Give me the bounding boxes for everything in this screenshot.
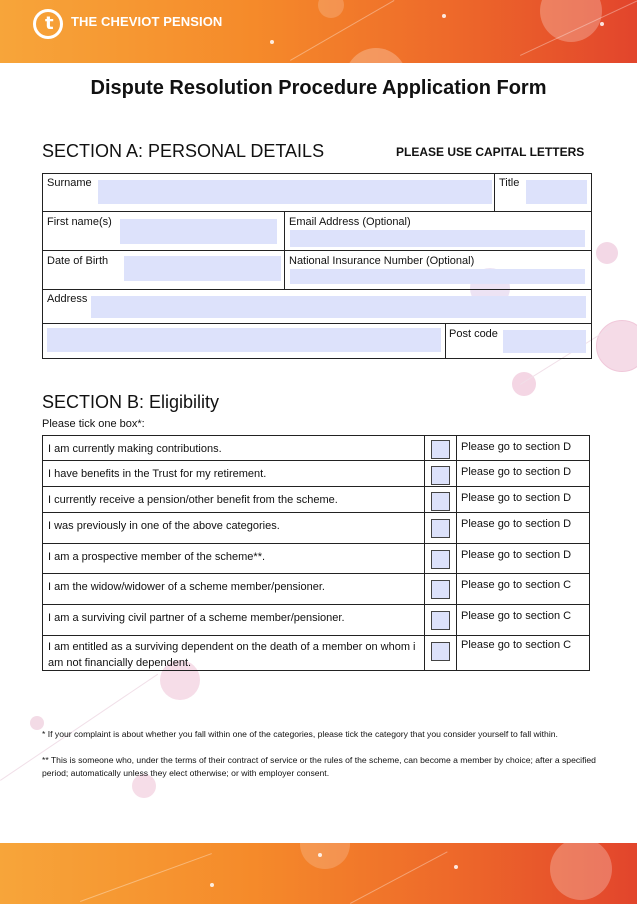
footnote-2: ** This is someone who, under the terms of their contract of service or the rules of the scheme, can become a member by choice; after a specified period; automatically unless they elect otherwise; or with employer consent. <box>42 755 596 778</box>
postcode-label: Post code <box>449 328 498 340</box>
eligibility-row <box>42 543 590 574</box>
goto-section-text: Please go to section D <box>461 466 572 478</box>
postcode-field[interactable] <box>503 330 586 353</box>
footer-banner <box>0 843 637 904</box>
eligibility-text: I was previously in one of the above categories. <box>48 520 280 532</box>
dob-label: Date of Birth <box>47 255 109 267</box>
banner-spark <box>318 853 322 857</box>
ni-number-label: National Insurance Number (Optional) <box>289 255 475 267</box>
eligibility-row <box>42 573 590 605</box>
logo-glyph: t <box>45 13 54 34</box>
banner-bubble <box>345 48 407 63</box>
email-label: Email Address (Optional) <box>289 216 411 228</box>
eligibility-checkbox[interactable] <box>431 492 450 511</box>
cheviot-logo-icon <box>33 9 63 39</box>
eligibility-row <box>42 635 590 671</box>
eligibility-row <box>42 435 590 461</box>
capital-letters-note: PLEASE USE CAPITAL LETTERS <box>396 145 585 159</box>
title-field[interactable] <box>526 180 587 204</box>
banner-bubble <box>300 843 350 869</box>
first-names-field[interactable] <box>120 219 277 244</box>
address-label: Address <box>47 293 88 305</box>
eligibility-checkbox[interactable] <box>431 611 450 630</box>
footnote-1: * If your complaint is about whether you fall within one of the categories, please tick the category that you consider yourself to fall within. <box>42 729 558 739</box>
title-label: Title <box>499 177 520 189</box>
surname-label: Surname <box>47 177 92 189</box>
eligibility-checkbox[interactable] <box>431 466 450 485</box>
eligibility-text: I am entitled as a surviving dependent on the death of a member on whom i am not financially dependent. <box>48 641 416 669</box>
eligibility-checkbox[interactable] <box>431 642 450 661</box>
eligibility-row <box>42 460 590 487</box>
banner-bubble <box>318 0 344 18</box>
goto-section-text: Please go to section C <box>461 610 572 622</box>
first-names-label: First name(s) <box>47 216 112 228</box>
dob-field[interactable] <box>124 256 281 281</box>
banner-bubble <box>550 843 612 900</box>
goto-section-text: Please go to section D <box>461 549 572 561</box>
eligibility-row <box>42 512 590 544</box>
eligibility-text: I am a surviving civil partner of a scheme member/pensioner. <box>48 612 345 624</box>
banner-spark <box>210 883 214 887</box>
surname-field[interactable] <box>98 180 492 204</box>
eligibility-text: I have benefits in the Trust for my retirement. <box>48 468 267 480</box>
tick-instruction: Please tick one box*: <box>42 418 145 430</box>
address-line-1-field[interactable] <box>91 296 586 318</box>
ni-number-field[interactable] <box>290 269 585 284</box>
eligibility-text: I currently receive a pension/other benefit from the scheme. <box>48 494 338 506</box>
eligibility-text: I am a prospective member of the scheme**. <box>48 551 266 563</box>
goto-section-text: Please go to section D <box>461 518 572 530</box>
decor-circle <box>596 320 637 372</box>
banner-spark <box>270 40 274 44</box>
address-line-2-field[interactable] <box>47 328 441 352</box>
eligibility-text: I am the widow/widower of a scheme member/pensioner. <box>48 581 325 593</box>
banner-line <box>350 851 448 904</box>
section-b-title: SECTION B: Eligibility <box>42 392 220 412</box>
goto-section-text: Please go to section C <box>461 639 572 651</box>
eligibility-row <box>42 486 590 513</box>
email-field[interactable] <box>290 230 585 247</box>
section-a-title: SECTION A: PERSONAL DETAILS <box>42 141 325 161</box>
org-name: THE CHEVIOT PENSION <box>71 14 223 29</box>
eligibility-row <box>42 604 590 636</box>
eligibility-checkbox[interactable] <box>431 580 450 599</box>
eligibility-checkbox[interactable] <box>431 440 450 459</box>
form-title: Dispute Resolution Procedure Application Form <box>90 77 547 99</box>
banner-spark <box>454 865 458 869</box>
banner-spark <box>600 22 604 26</box>
goto-section-text: Please go to section D <box>461 492 572 504</box>
eligibility-checkbox[interactable] <box>431 519 450 538</box>
decor-circle <box>596 242 618 264</box>
goto-section-text: Please go to section C <box>461 579 572 591</box>
header-banner <box>0 0 637 63</box>
goto-section-text: Please go to section D <box>461 441 572 453</box>
eligibility-text: I am currently making contributions. <box>48 443 222 455</box>
banner-spark <box>442 14 446 18</box>
eligibility-checkbox[interactable] <box>431 550 450 569</box>
banner-line <box>80 853 212 902</box>
